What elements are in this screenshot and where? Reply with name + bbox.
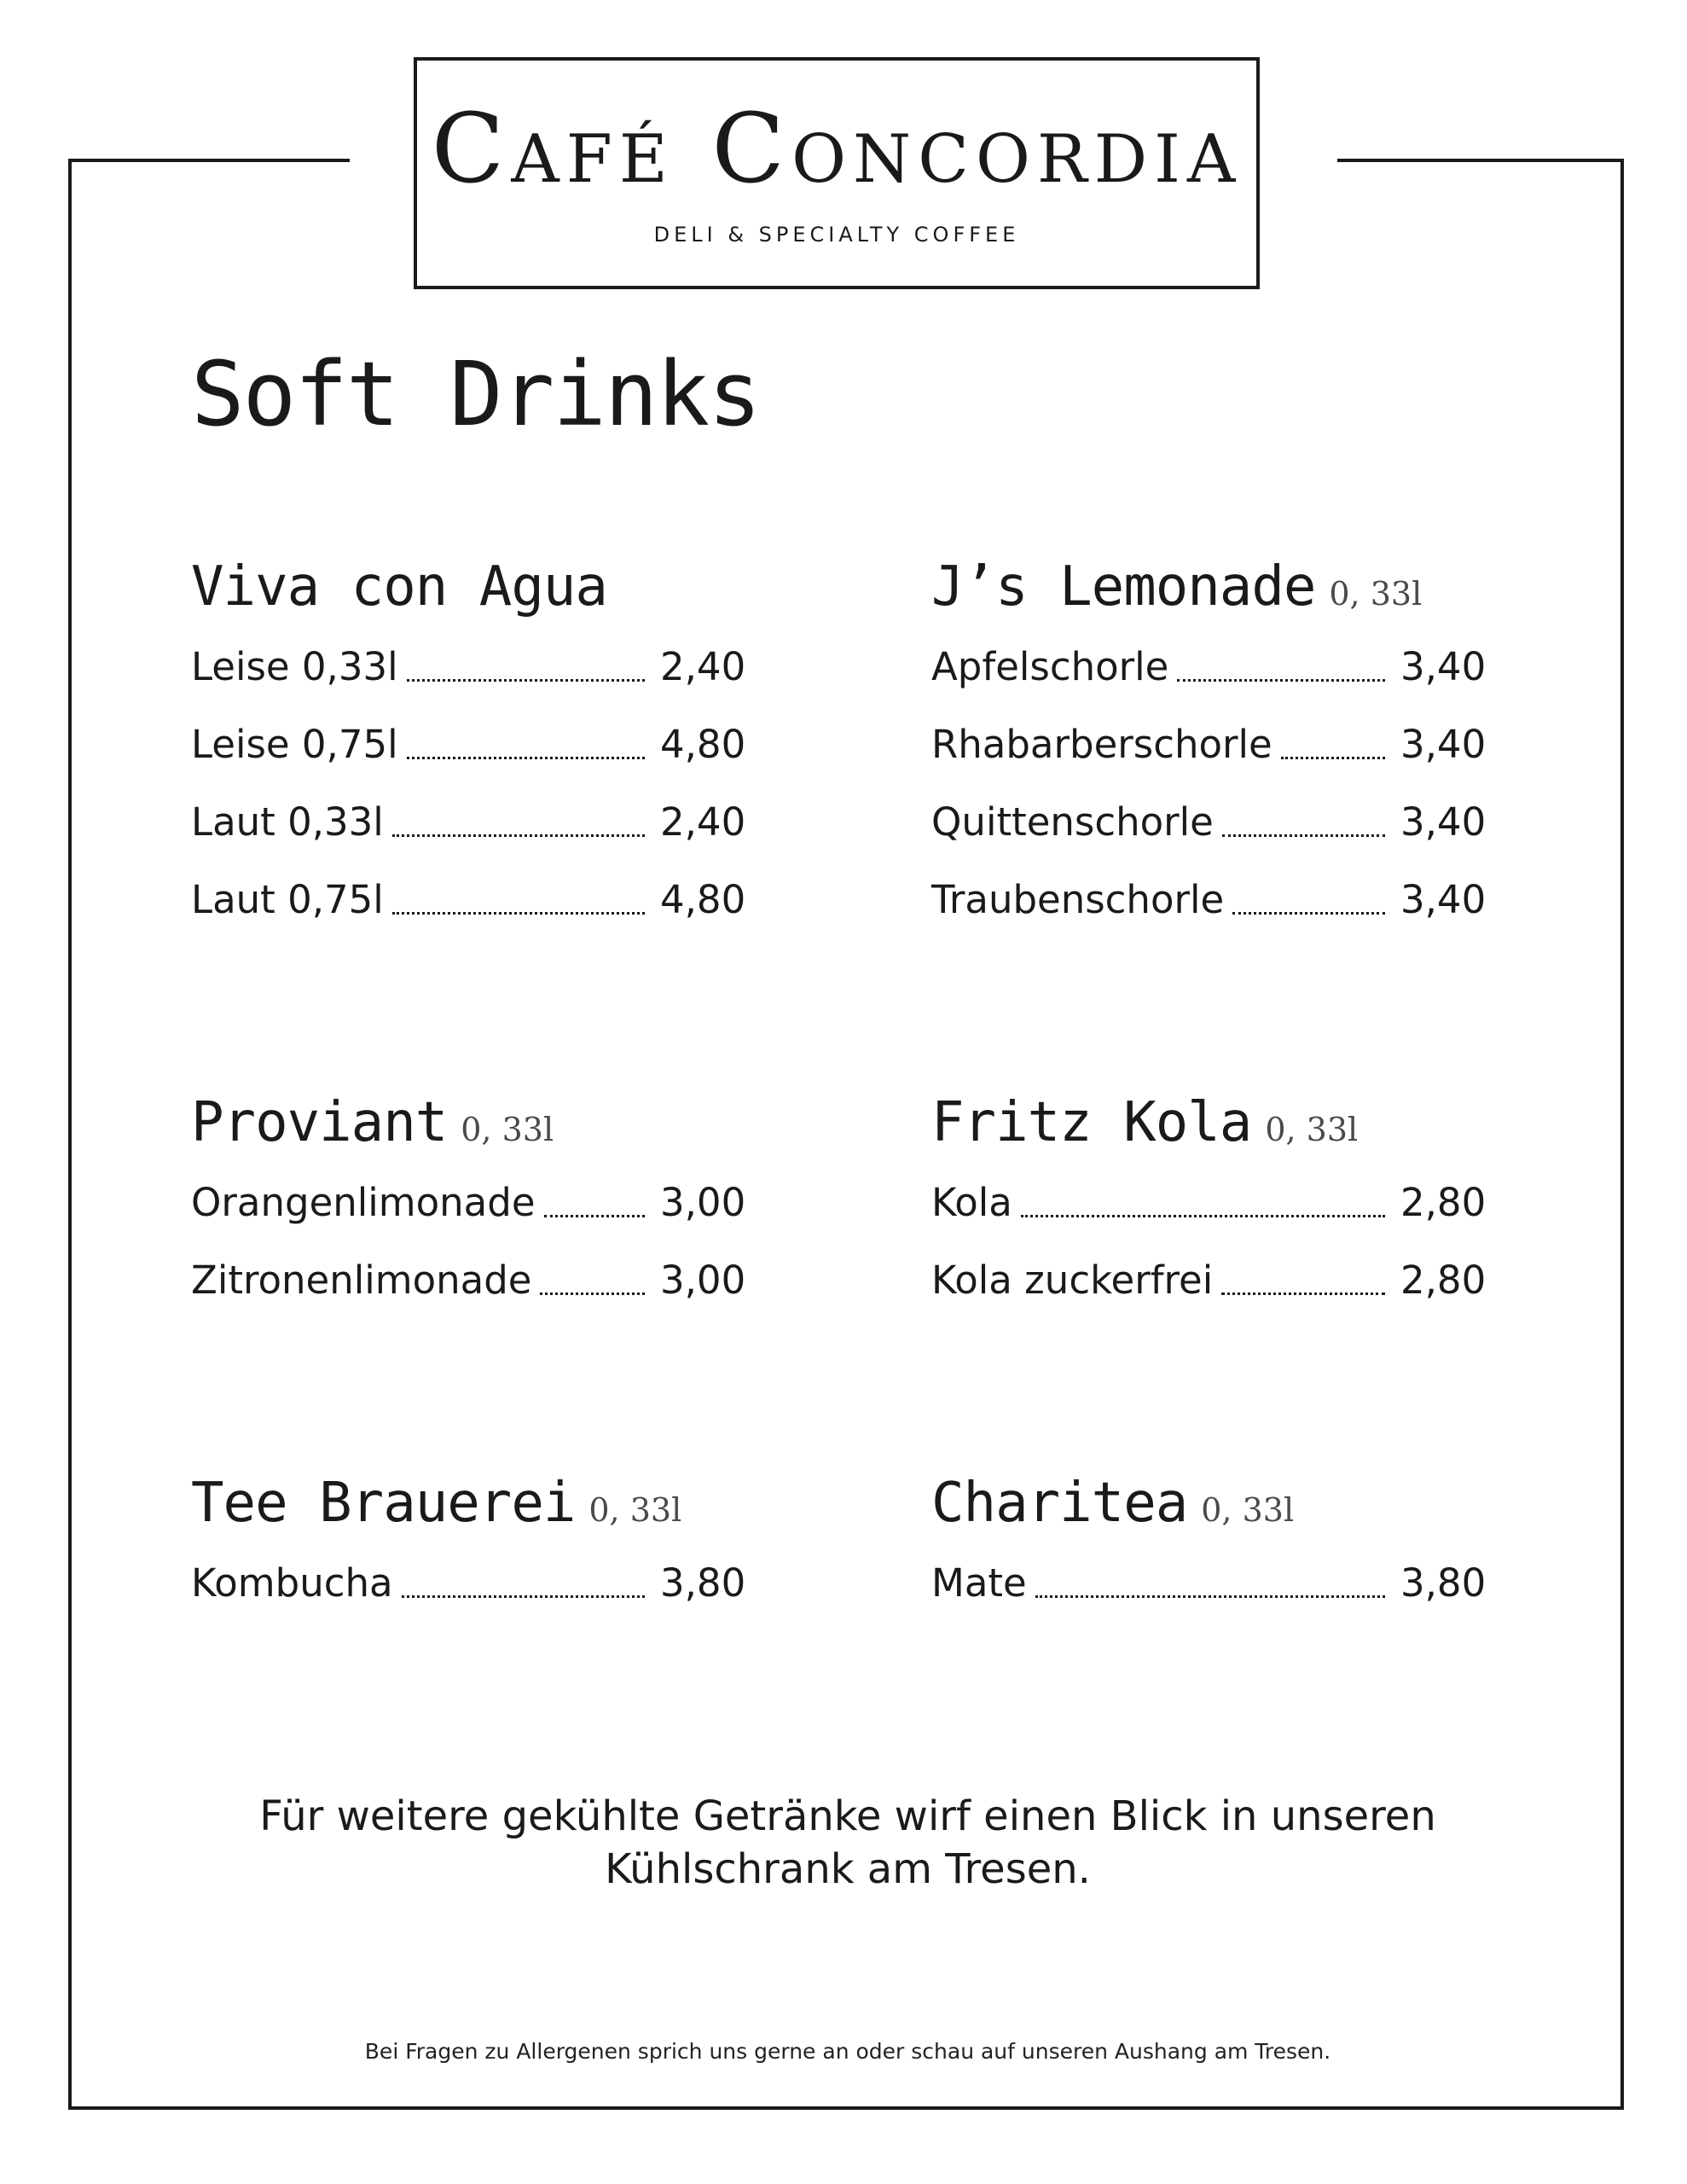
- fridge-note: [72, 1790, 1624, 1896]
- fridge-note-line-2: Kühlschrank am Tresen.: [605, 1845, 1091, 1893]
- frame-top-right-line: [1337, 159, 1624, 162]
- dot-leader: [402, 1595, 645, 1598]
- menu-item-name: Orangenlimonade: [191, 1180, 536, 1225]
- section-title: Charitea: [931, 1472, 1188, 1535]
- menu-section-js-lemonade: [931, 553, 1486, 938]
- section-title: J’s Lemonade: [931, 555, 1316, 619]
- menu-item: [191, 861, 745, 938]
- menu-item: [191, 783, 745, 861]
- menu-item-name: Leise 0,75l: [191, 722, 398, 767]
- menu-item-price: 3,80: [660, 1560, 746, 1606]
- dot-leader: [1281, 757, 1385, 759]
- menu-item-name: Traubenschorle: [931, 877, 1225, 922]
- menu-section-viva-con-agua: [191, 553, 745, 938]
- menu-item-name: Mate: [931, 1560, 1027, 1606]
- dot-leader: [407, 757, 645, 759]
- section-title: Proviant: [191, 1091, 448, 1154]
- dot-leader: [540, 1292, 645, 1295]
- dot-leader: [1177, 679, 1385, 682]
- menu-item: [931, 783, 1486, 861]
- section-header: [191, 553, 745, 621]
- section-header: [191, 1089, 745, 1157]
- menu-item-name: Quittenschorle: [931, 799, 1214, 845]
- menu-item-name: Zitronenlimonade: [191, 1258, 532, 1303]
- menu-section-tee-brauerei: [191, 1469, 745, 1622]
- menu-item-price: 3,40: [1400, 722, 1487, 767]
- menu-item: [931, 1241, 1486, 1319]
- section-header: [191, 1469, 745, 1537]
- menu-item: [931, 1164, 1486, 1241]
- menu-item-name: Laut 0,75l: [191, 877, 384, 922]
- menu-item-price: 3,00: [660, 1258, 746, 1303]
- dot-leader: [1222, 834, 1385, 837]
- menu-item: [191, 628, 745, 706]
- dot-leader: [1221, 1292, 1385, 1295]
- dot-leader: [392, 912, 645, 915]
- dot-leader: [1021, 1215, 1385, 1217]
- menu-item-list: [191, 1544, 745, 1622]
- page-title: Soft Drinks: [191, 342, 760, 446]
- section-volume: 0, 33l: [1329, 575, 1423, 613]
- menu-item: [191, 1164, 745, 1241]
- menu-item: [191, 1241, 745, 1319]
- menu-item-price: 4,80: [660, 722, 746, 767]
- section-title: Tee Brauerei: [191, 1472, 576, 1535]
- dot-leader: [1232, 912, 1385, 915]
- section-header: [931, 553, 1486, 621]
- logo-title: Café Concordia: [431, 94, 1243, 205]
- cafe-logo: [414, 57, 1260, 289]
- menu-item-list: [931, 1164, 1486, 1319]
- section-volume: 0, 33l: [461, 1111, 554, 1148]
- dot-leader: [407, 679, 645, 682]
- section-header: [931, 1469, 1486, 1537]
- dot-leader: [1035, 1595, 1385, 1598]
- fridge-note-line-1: Für weitere gekühlte Getränke wirf einen Blick in unseren: [259, 1792, 1436, 1840]
- menu-item: [191, 1544, 745, 1622]
- section-volume: 0, 33l: [1265, 1111, 1359, 1148]
- menu-item-price: 3,00: [660, 1180, 746, 1225]
- menu-item-name: Kola zuckerfrei: [931, 1258, 1214, 1303]
- dot-leader: [544, 1215, 645, 1217]
- frame-top-left-line: [68, 159, 350, 162]
- logo-subtitle: DELI & SPECIALTY COFFEE: [653, 223, 1020, 247]
- menu-item: [931, 706, 1486, 783]
- menu-item-price: 2,80: [1400, 1258, 1487, 1303]
- menu-item-name: Laut 0,33l: [191, 799, 384, 845]
- menu-item-price: 2,40: [660, 644, 746, 689]
- menu-item: [191, 706, 745, 783]
- menu-item: [931, 628, 1486, 706]
- menu-section-proviant: [191, 1089, 745, 1319]
- menu-item-price: 3,40: [1400, 799, 1487, 845]
- menu-section-fritz-kola: [931, 1089, 1486, 1319]
- menu-item-name: Leise 0,33l: [191, 644, 398, 689]
- menu-item-name: Apfelschorle: [931, 644, 1169, 689]
- menu-item-price: 2,40: [660, 799, 746, 845]
- menu-item-price: 3,40: [1400, 644, 1487, 689]
- frame-bottom-line: [68, 2106, 1624, 2110]
- menu-item: [931, 861, 1486, 938]
- menu-item-name: Kombucha: [191, 1560, 393, 1606]
- section-volume: 0, 33l: [1201, 1491, 1295, 1529]
- menu-item-price: 2,80: [1400, 1180, 1487, 1225]
- menu-section-charitea: [931, 1469, 1486, 1622]
- menu-item-list: [191, 1164, 745, 1319]
- menu-item-name: Rhabarberschorle: [931, 722, 1272, 767]
- menu-item-list: [931, 628, 1486, 938]
- section-volume: 0, 33l: [588, 1491, 682, 1529]
- dot-leader: [392, 834, 645, 837]
- section-header: [931, 1089, 1486, 1157]
- menu-item-list: [191, 628, 745, 938]
- section-title: Fritz Kola: [931, 1091, 1252, 1154]
- menu-item-list: [931, 1544, 1486, 1622]
- menu-item-price: 3,80: [1400, 1560, 1487, 1606]
- menu-item-name: Kola: [931, 1180, 1012, 1225]
- menu-item: [931, 1544, 1486, 1622]
- section-title: Viva con Agua: [191, 555, 607, 619]
- menu-item-price: 4,80: [660, 877, 746, 922]
- menu-item-price: 3,40: [1400, 877, 1487, 922]
- allergen-note: Bei Fragen zu Allergenen sprich uns gerne an oder schau auf unseren Aushang am Tresen.: [364, 2039, 1331, 2064]
